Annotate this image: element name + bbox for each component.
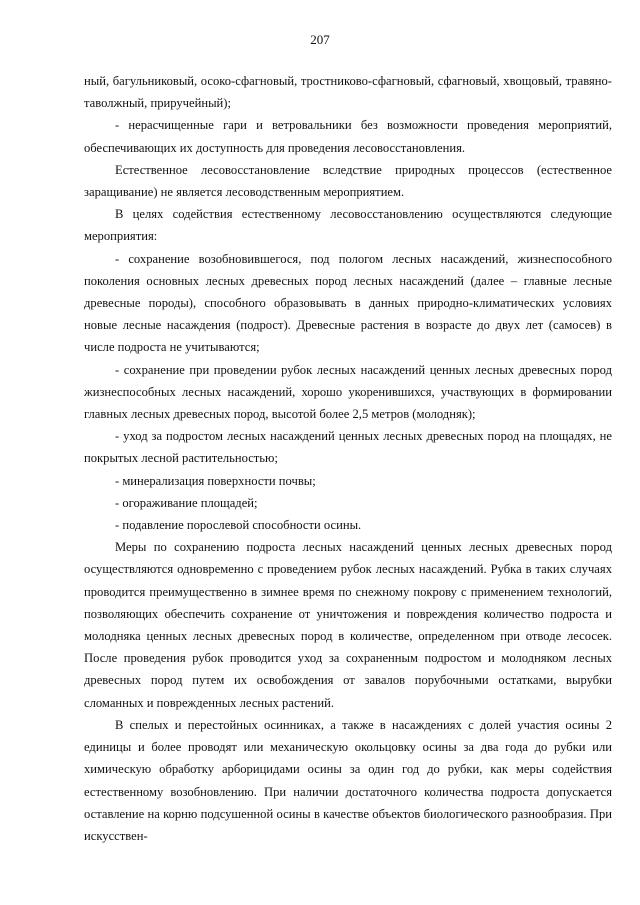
list-item: - подавление порослевой способности осины.	[115, 518, 362, 533]
paragraph: Естественное лесовосстановление вследствие природных процессов (естественное заращивание) не является лесоводственным мероприятием.	[84, 162, 612, 200]
paragraph: В целях содействия естественному лесовосстановлению осуществляются следующие мероприятия:	[84, 207, 612, 244]
list-item: - уход за подростом лесных насаждений ценных лесных древесных пород на площадях, не покрытых лесной растительностью;	[84, 429, 612, 466]
list-item: - минерализация поверхности почвы;	[115, 473, 316, 488]
paragraph: Меры по сохранению подроста лесных насаждений ценных лесных древесных пород осуществляются одновременно с проведением рубок лесных насаждений. Рубка в таких случаях проводится преимущественно в зимнее время по снежному покрову с применением технологий, позволяющих обеспечить сохранение от уничтожения и повреждения количество подроста и молодняка ценных лесных древесных пород в количестве, определенном при отводе лесосек. После проведения рубок проводится уход за сохраненным подростом и молодняком лесных древесных пород путем их освобождения от завалов порубочными остатками, вырубки сломанных и поврежденных лесных растений.	[84, 540, 612, 710]
list-item: - сохранение при проведении рубок лесных насаждений ценных лесных древесных пород жизнеспособных лесных насаждений, хорошо укоренившихся, участвующих в формировании главных лесных древесных пород, высотой более 2,5 метров (молодняк);	[84, 362, 612, 422]
document-body	[84, 70, 612, 847]
list-item: - огораживание площадей;	[115, 495, 258, 510]
page-number: 207	[310, 32, 330, 47]
list-item: - сохранение возобновившегося, под пологом лесных насаждений, жизнеспособного поколения основных лесных древесных пород лесных насаждений (далее – главные лесные древесные породы), способного образовывать в данных природно-климатических условиях новые лесные насаждения (подрост). Древесные растения в возрасте до двух лет (самосев) в числе подроста не учитываются;	[84, 251, 612, 355]
paragraph: В спелых и перестойных осинниках, а также в насаждениях с долей участия осины 2 единицы и более проводят или механическую окольцовку осины за два года до рубки или химическую обработку арборицидами осины за один год до рубки, как меры содействия естественному возобновлению. При наличии достаточного количества подроста допускается оставление на корню подсушенной осины в качестве объектов биологического разнообразия. При искусствен-	[84, 717, 612, 843]
list-item: - нерасчищенные гари и ветровальники без возможности проведения мероприятий, обеспечивающих их доступность для проведения лесовосстановления.	[84, 118, 612, 155]
paragraph: ный, багульниковый, осоко-сфагновый, тростниково-сфагновый, сфагновый, хвощовый, травяно-таволжный, приручейный);	[84, 74, 612, 111]
